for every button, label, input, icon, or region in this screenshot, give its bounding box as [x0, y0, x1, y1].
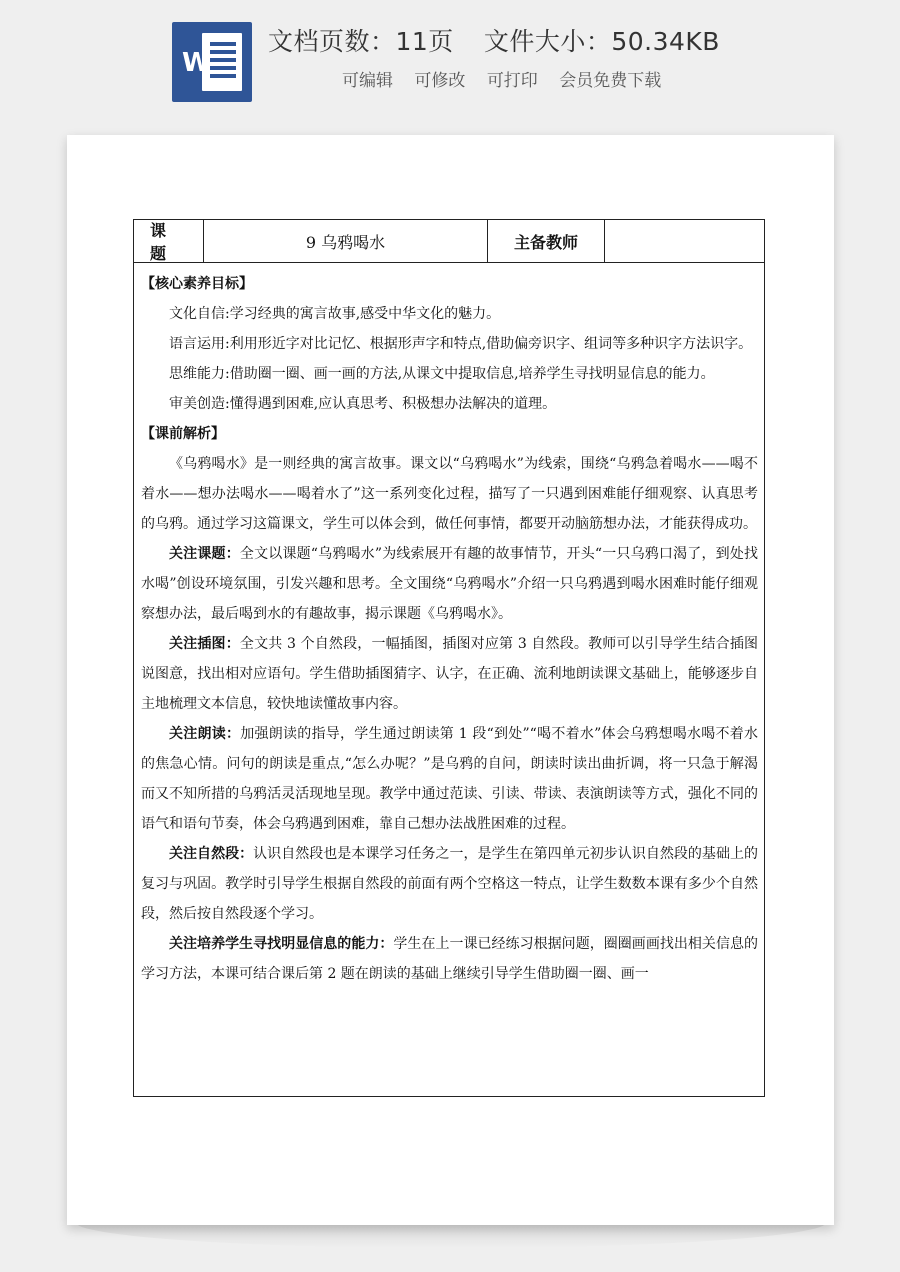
teacher-value [605, 220, 764, 262]
feature-editable: 可编辑 [342, 71, 393, 91]
word-letter: W [182, 48, 211, 78]
core-goal-culture: 文化自信:学习经典的寓言故事,感受中华文化的魅力。 [169, 306, 501, 322]
analysis-intro: 《乌鸦喝水》是一则经典的寓言故事。课文以“乌鸦喝水”为线索，围绕“乌鸦急着喝水——喝不着水——想办法喝水——喝着水了”这一系列变化过程，描写了一只遇到困难能仔细观察、认真思考的乌鸦。通过学习这篇课文，学生可以体会到，做任何事情，都要开动脑筋想办法，才能获得成功。 [141, 456, 758, 532]
core-goal-language: 语言运用:利用形近字对比记忆、根据形声字和特点,借助偏旁识字、组词等多种识字方法识字。 [169, 336, 753, 352]
focus-reading-paragraph [141, 719, 758, 839]
focus-info-paragraph [141, 929, 758, 989]
doc-info-line [268, 22, 788, 58]
focus-text: 加强朗读的指导，学生通过朗读第 1 段“到处”“喝不着水”体会乌鸦想喝水喝不着水的焦急心情。问句的朗读是重点,“怎么办呢？”是乌鸦的自问，朗读时读出曲折调，将一只急于解渴而又不知所措的乌鸦活灵活现地呈现。教学中通过范读、引读、带读、表演朗读等方式，强化不同的语气和语句节奏，体会乌鸦遇到困难，靠自己想办法战胜困难的过程。 [141, 726, 759, 832]
topic-label: 课 题 [134, 220, 204, 262]
topic-value: 9 乌鸦喝水 [204, 220, 488, 262]
focus-text: 学生在上一课已经练习根据问题，圈圈画画找出相关信息的学习方法，本课可结合课后第 2 题在朗读的基础上继续引导学生借助圈一圈、画一 [141, 936, 758, 982]
core-goal-aesthetic: 审美创造:懂得遇到困难,应认真思考、积极想办法解决的道理。 [169, 396, 557, 412]
focus-text: 认识自然段也是本课学习任务之一，是学生在第四单元初步认识自然段的基础上的复习与巩固。教学时引导学生根据自然段的前面有两个空格这一特点，让学生数数本课有多少个自然段，然后按自然段逐个学习。 [141, 846, 759, 922]
core-goal-thinking: 思维能力:借助圈一圈、画一画的方法,从课文中提取信息,培养学生寻找明显信息的能力。 [169, 366, 715, 382]
focus-key: 关注插图： [169, 636, 240, 652]
focus-key: 关注自然段： [169, 846, 254, 862]
page-count: 文档页数：11页 [268, 27, 454, 56]
feature-member-download: 会员免费下载 [559, 71, 662, 91]
focus-title-paragraph [141, 539, 758, 629]
table-header-row [134, 220, 764, 263]
teacher-label: 主备教师 [488, 220, 605, 262]
focus-paragraph-paragraph [141, 839, 758, 929]
focus-text: 全文以课题“乌鸦喝水”为线索展开有趣的故事情节，开头“一只乌鸦口渴了，到处找水喝”创设环境氛围，引发兴趣和思考。全文围绕“乌鸦喝水”介绍一只乌鸦遇到喝水困难时能仔细观察想办法，最后喝到水的有趣故事，揭示课题《乌鸦喝水》。 [141, 546, 758, 622]
lesson-table [133, 219, 765, 1097]
file-size: 文件大小：50.34KB [483, 27, 720, 56]
focus-illustration-paragraph [141, 629, 758, 719]
focus-key: 关注培养学生寻找明显信息的能力： [169, 936, 394, 952]
focus-key: 关注课题： [169, 546, 240, 562]
analysis-title: 【课前解析】 [141, 426, 225, 442]
focus-text: 全文共 3 个自然段，一幅插图，插图对应第 3 自然段。教师可以引导学生结合插图说图意，找出相对应语句。学生借助插图猜字、认字，在正确、流利地朗读课文基础上，能够逐步自主地梳理文本信息，较快地读懂故事内容。 [141, 636, 759, 712]
core-goals-title: 【核心素养目标】 [141, 276, 253, 292]
focus-key: 关注朗读： [169, 726, 241, 742]
paper-shadow [75, 1222, 827, 1248]
feature-printable: 可打印 [486, 71, 538, 91]
feature-modifiable: 可修改 [414, 71, 466, 91]
table-body [134, 263, 764, 989]
word-doc-icon [172, 22, 252, 102]
feature-list [342, 66, 669, 91]
